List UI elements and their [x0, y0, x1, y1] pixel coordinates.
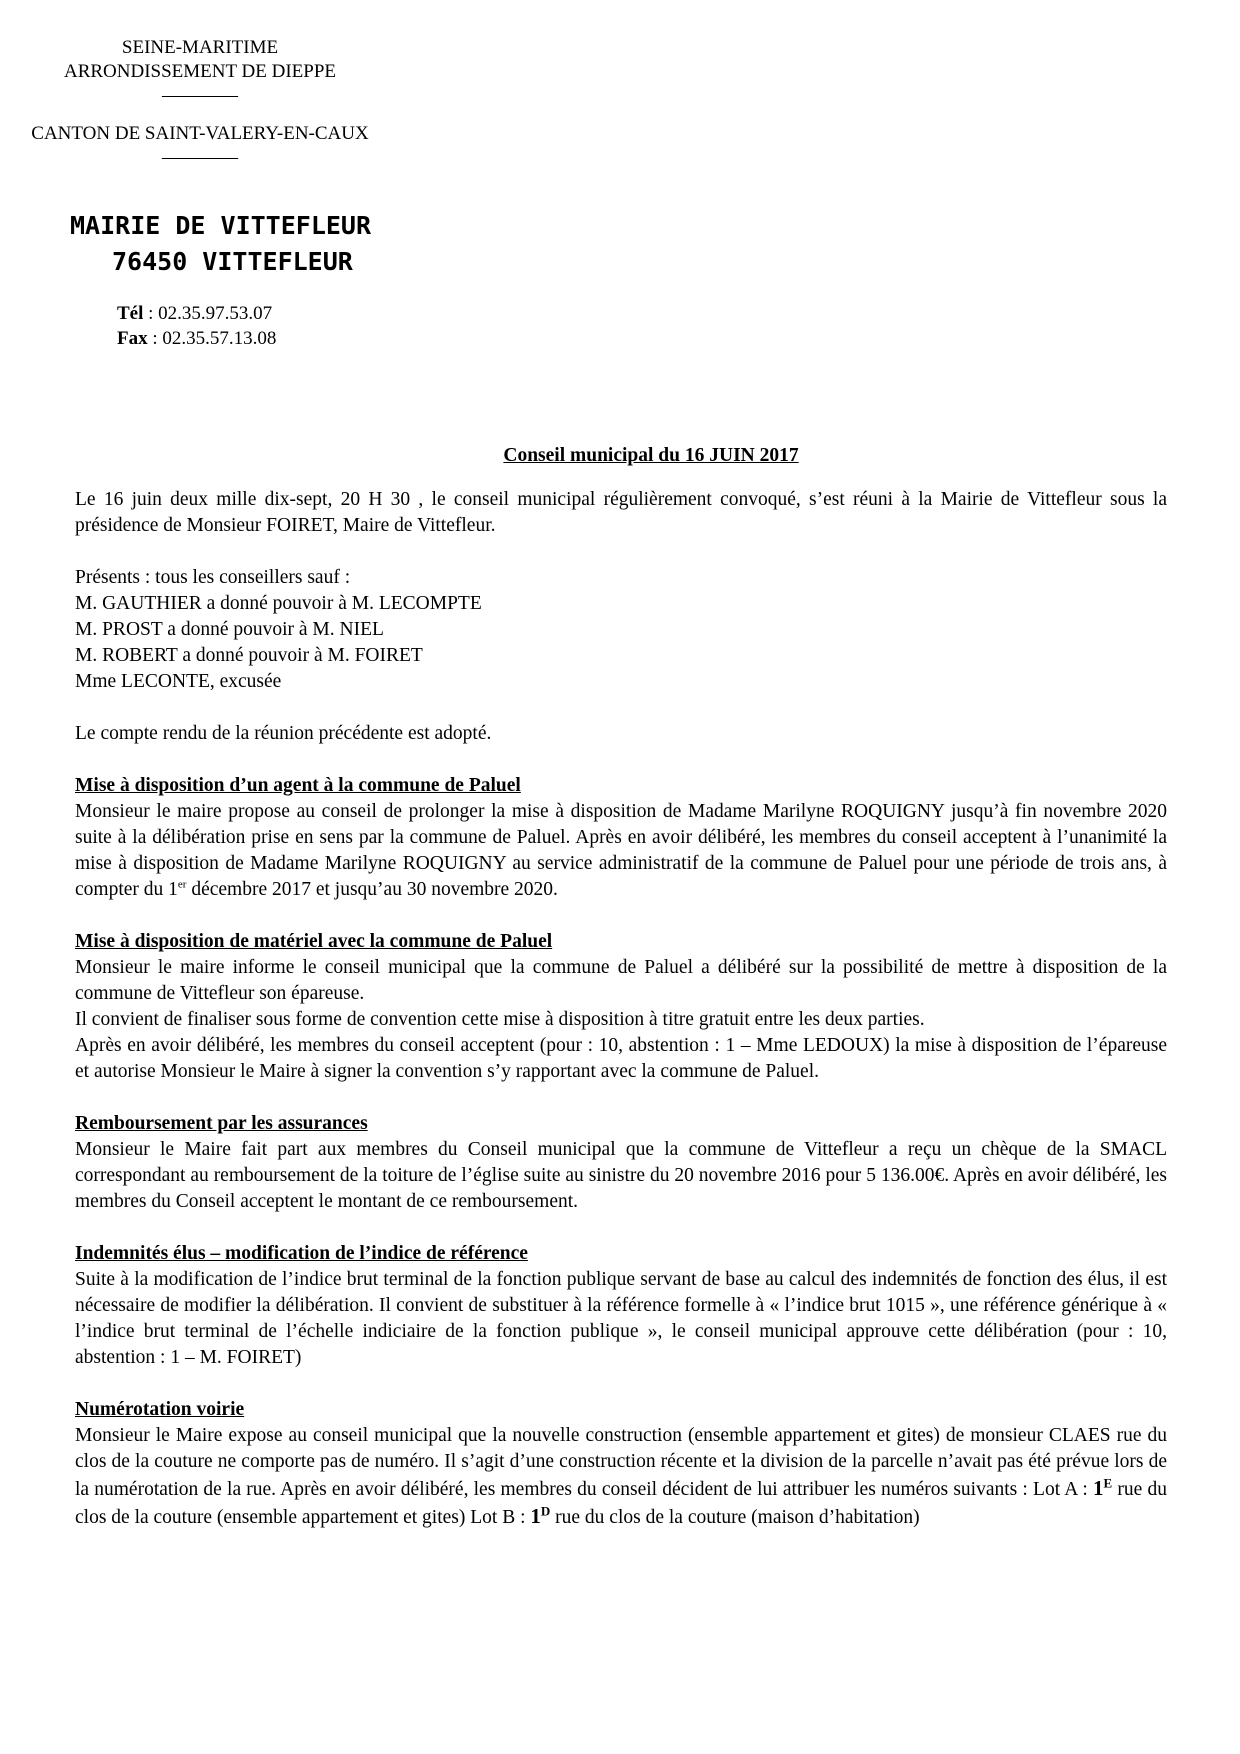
section-heading: Mise à disposition d’un agent à la commune de Paluel	[75, 775, 521, 796]
section-heading: Numérotation voirie	[75, 1399, 245, 1420]
letterhead	[0, 36, 400, 170]
section-materiel	[75, 929, 1167, 1085]
ordinal-sup: er	[177, 878, 187, 891]
lot-b-number: 1	[530, 1504, 541, 1528]
section-text: Monsieur le Maire expose au conseil municipal que la nouvelle construction (ensemble appartement et gites) de monsieur CLAES rue du clos de la couture ne comporte pas de numéro. Il s’agit d’une construction récente et la division de la parcelle n’avait pas été prévue lors de la numérotation de la rue. Après en avoir délibéré, les membres du conseil décident de lui attribuer les numéros suivants : Lot A : $1^E$ rue du clos de la couture (ensemble appartement et gites) Lot B : $1^D$ rue du clos de la couture (maison d’habitation)	[75, 1425, 1167, 1528]
absence-item: Mme LECONTE, excusée	[75, 671, 282, 692]
separator: ————	[162, 85, 238, 106]
document-title: Conseil municipal du 16 JUIN 2017	[503, 445, 799, 466]
section-indemnites	[75, 1241, 1167, 1371]
section-heading: Remboursement par les assurances	[75, 1113, 368, 1134]
tel-value: : 02.35.97.53.07	[143, 303, 273, 324]
absence-item: M. ROBERT a donné pouvoir à M. FOIRET	[75, 645, 423, 666]
mairie-header	[70, 208, 371, 280]
section-text: Monsieur le maire propose au conseil de prolonger la mise à disposition de Madame Marilyne ROQUIGNY jusqu’à fin novembre 2020 suite à la délibération prise en sens par la commune de Paluel. Après en avoir délibéré, les membres du conseil acceptent à l’unanimité la mise à disposition de Madame Marilyne ROQUIGNY au service administratif de la commune de Paluel pour une période de trois ans, à compter du 1er décembre 2017 et jusqu’au 30 novembre 2020.	[75, 801, 1167, 900]
attendance-header: Présents : tous les conseillers sauf :	[75, 567, 351, 588]
document-body	[75, 443, 1167, 1557]
section-heading: Indemnités élus – modification de l’indice de référence	[75, 1243, 528, 1264]
attendance-list	[75, 565, 1167, 695]
tel-label: Tél	[117, 303, 144, 324]
section-agent	[75, 773, 1167, 903]
section-heading: Mise à disposition de matériel avec la commune de Paluel	[75, 931, 553, 952]
section-text: Il convient de finaliser sous forme de convention cette mise à disposition à titre gratuit entre les deux parties.	[75, 1009, 925, 1030]
intro-paragraph: Le 16 juin deux mille dix-sept, 20 H 30 , le conseil municipal régulièrement convoqué, s’est réuni à la Mairie de Vittefleur sous la présidence de Monsieur FOIRET, Maire de Vittefleur.	[75, 489, 1167, 536]
fax-label: Fax	[117, 328, 148, 349]
lot-b-sup: D	[540, 1503, 551, 1519]
absence-item: M. PROST a donné pouvoir à M. NIEL	[75, 619, 384, 640]
mairie-name: MAIRIE DE VITTEFLEUR	[70, 211, 372, 240]
section-text: Après en avoir délibéré, les membres du conseil acceptent (pour : 10, abstention : 1 – Mme LEDOUX) la mise à disposition de l’épareuse et autorise Monsieur le Maire à signer la convention s’y rapportant avec la commune de Paluel.	[75, 1035, 1167, 1082]
section-text: Suite à la modification de l’indice brut terminal de la fonction publique servant de base au calcul des indemnités de fonction des élus, il est nécessaire de modifier la délibération. Il convient de substituer à la référence formelle à « l’indice brut 1015 », une référence générique à « l’indice brut terminal de l’échelle indiciaire de la fonction publique », le conseil municipal approuve cette délibération (pour : 10, abstention : 1 – M. FOIRET)	[75, 1269, 1167, 1368]
section-assurances	[75, 1111, 1167, 1215]
separator: ————	[162, 147, 238, 168]
section-text: Monsieur le Maire fait part aux membres du Conseil municipal que la commune de Vittefleur a reçu un chèque de la SMACL correspondant au remboursement de la toiture de l’église suite au sinistre du 20 novembre 2016 pour 5 136.00€. Après en avoir délibéré, les membres du Conseil acceptent le montant de ce remboursement.	[75, 1139, 1167, 1212]
contact-info	[117, 301, 276, 351]
department: SEINE-MARITIME	[121, 37, 279, 58]
minutes-adopted: Le compte rendu de la réunion précédente est adopté.	[75, 723, 492, 744]
canton: CANTON DE SAINT-VALERY-EN-CAUX	[31, 123, 369, 144]
mairie-address: 76450 VITTEFLEUR	[112, 247, 353, 276]
phone-line	[117, 301, 276, 326]
section-text: Monsieur le maire informe le conseil municipal que la commune de Paluel a délibéré sur la possibilité de mettre à disposition de la commune de Vittefleur son épareuse.	[75, 957, 1167, 1004]
fax-value: : 02.35.57.13.08	[147, 328, 277, 349]
section-voirie	[75, 1397, 1167, 1531]
arrondissement: ARRONDISSEMENT DE DIEPPE	[63, 61, 336, 82]
absence-item: M. GAUTHIER a donné pouvoir à M. LECOMPTE	[75, 593, 482, 614]
fax-line	[117, 326, 276, 351]
lot-a-sup: E	[1103, 1475, 1113, 1491]
lot-a-number: 1	[1093, 1476, 1104, 1500]
